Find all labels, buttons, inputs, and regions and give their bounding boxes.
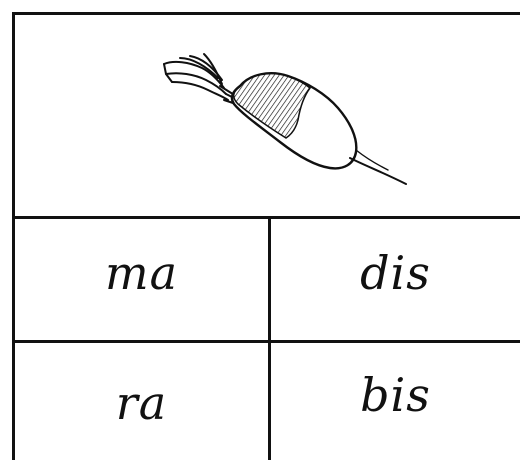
row-divider [12,340,520,343]
syllable-row1-left: ma [104,246,179,300]
picture-cell [14,14,520,218]
syllable-row2-left: ra [115,376,168,430]
syllable-row2-right: bis [360,368,431,422]
syllable-row1-right: dis [360,246,431,300]
radish-icon [14,14,520,218]
